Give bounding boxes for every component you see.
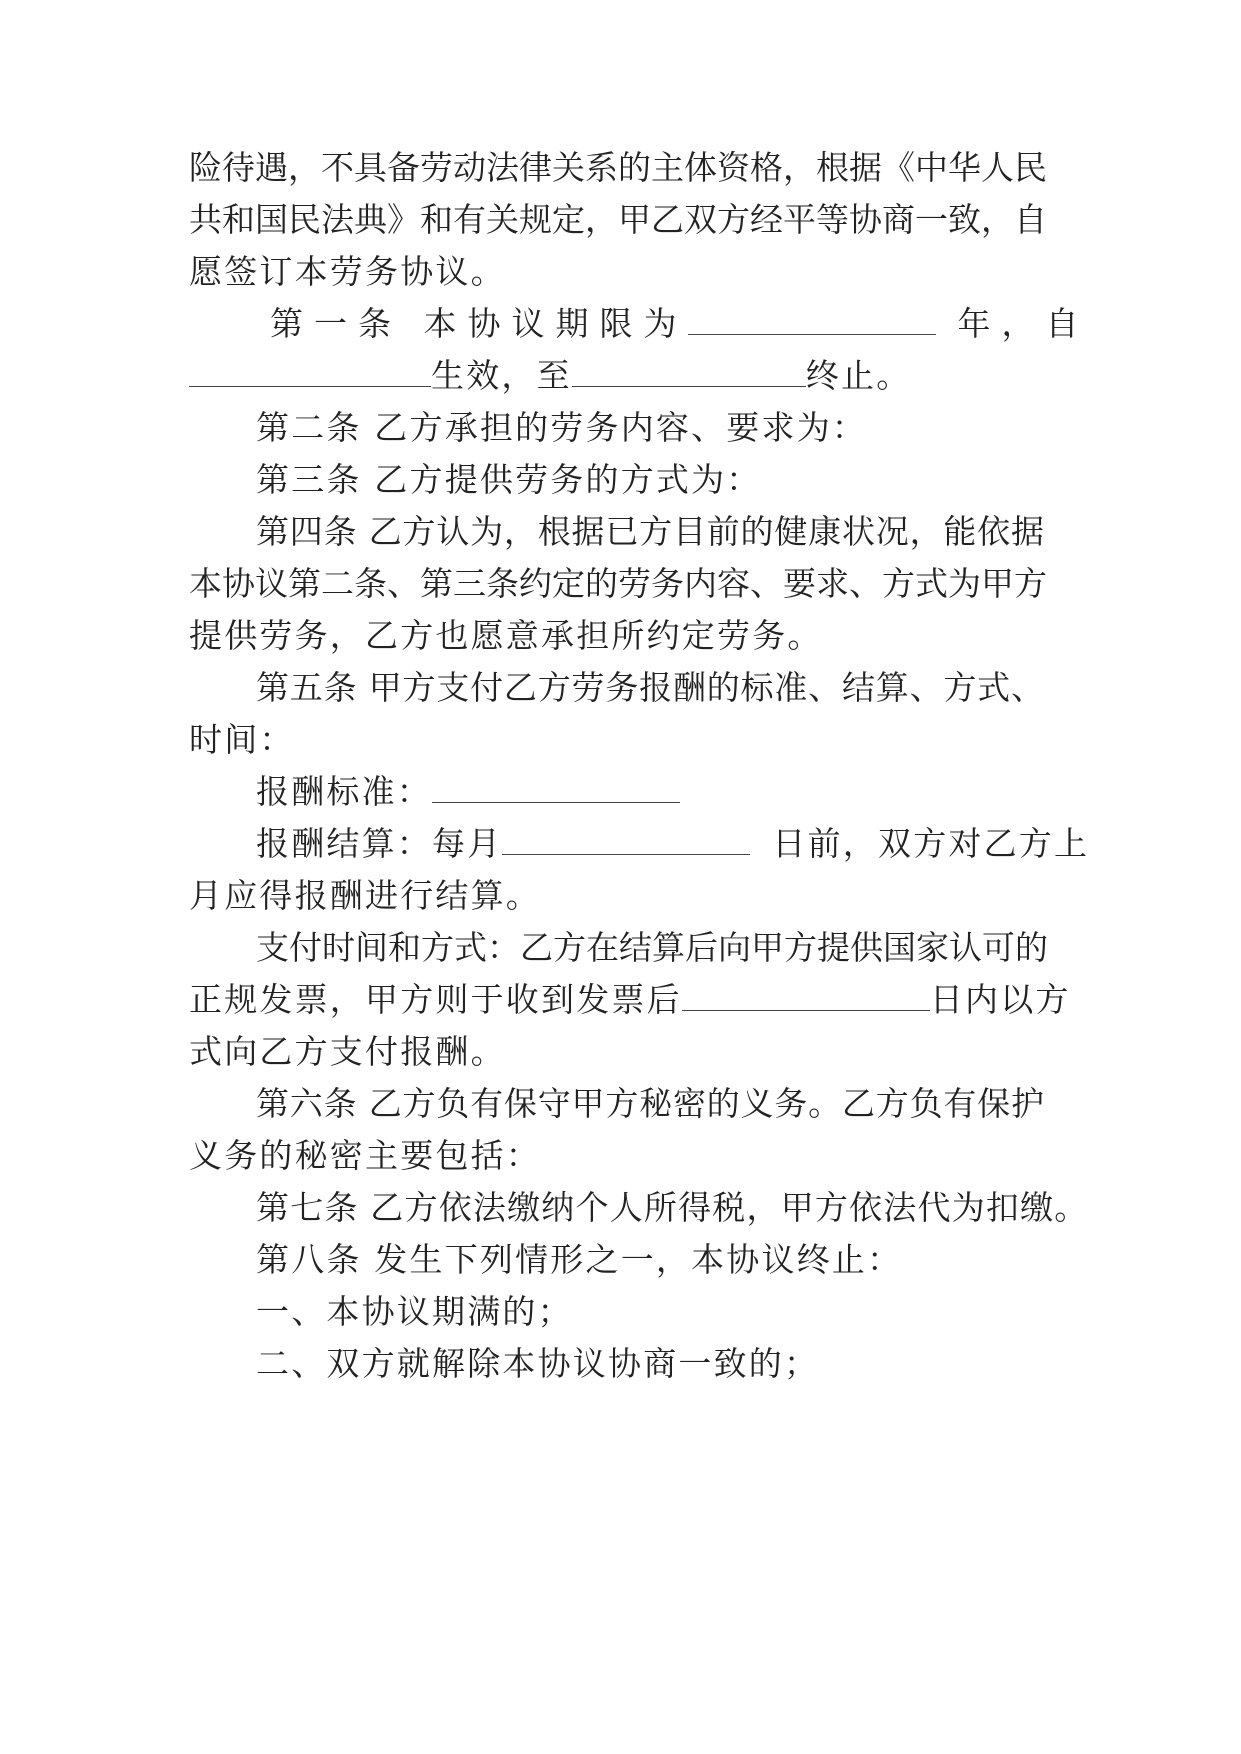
article-7: 第七条 乙方依法缴纳个人所得税，甲方依法代为扣缴。 bbox=[256, 1188, 1089, 1227]
paragraph-line: 愿签订本劳务协议。 bbox=[189, 252, 506, 291]
paragraph-line: 本协议第二条、第三条约定的劳务内容、要求、方式为甲方 bbox=[189, 564, 1047, 603]
article-1-line bbox=[270, 304, 1090, 344]
article-4: 第四条 乙方认为，根据已方目前的健康状况，能依据 bbox=[256, 512, 1044, 551]
article-6: 第六条 乙方负有保守甲方秘密的义务。乙方负有保护 bbox=[256, 1084, 1044, 1123]
invoice-line bbox=[189, 980, 1071, 1020]
invoice-text: 正规发票，甲方则于收到发票后 bbox=[189, 980, 682, 1019]
paragraph-line: 险待遇，不具备劳动法律关系的主体资格，根据《中华人民 bbox=[189, 148, 1047, 187]
article-5: 第五条 甲方支付乙方劳务报酬的标准、结算、方式、 bbox=[256, 668, 1044, 707]
article-1-label: 第一条 本协议期限为 bbox=[270, 304, 688, 343]
article-1-line-2 bbox=[189, 356, 911, 396]
termination-item-1: 一、本协议期满的； bbox=[256, 1292, 573, 1331]
pay-settlement-tail: 日前，双方对乙方上 bbox=[772, 824, 1090, 863]
end-date-blank bbox=[572, 356, 806, 387]
pay-settlement-label: 报酬结算：每月 bbox=[256, 824, 503, 863]
pay-standard-label: 报酬标准： bbox=[256, 772, 432, 811]
settlement-day-blank bbox=[502, 824, 750, 855]
payment-days-blank bbox=[682, 980, 930, 1011]
pay-standard-line bbox=[256, 772, 680, 812]
pay-standard-blank bbox=[432, 772, 680, 803]
termination-item-2: 二、双方就解除本协议协商一致的； bbox=[256, 1344, 820, 1383]
paragraph-line: 提供劳务，乙方也愿意承担所约定劳务。 bbox=[189, 616, 823, 655]
paragraph-line: 共和国民法典》和有关规定，甲乙双方经平等协商一致，自 bbox=[189, 200, 1047, 239]
paragraph-line: 义务的秘密主要包括： bbox=[189, 1136, 541, 1175]
termination-text: 终止。 bbox=[805, 356, 912, 395]
payment-method-line: 支付时间和方式：乙方在结算后向甲方提供国家认可的 bbox=[256, 928, 1048, 967]
article-1-tail: 年，自 bbox=[957, 304, 1090, 343]
term-years-blank bbox=[688, 304, 936, 335]
start-date-blank bbox=[189, 356, 431, 387]
effective-text: 生效，至 bbox=[431, 356, 572, 395]
paragraph-line: 月应得报酬进行结算。 bbox=[189, 876, 541, 915]
article-3: 第三条 乙方提供劳务的方式为： bbox=[256, 460, 762, 499]
pay-settlement-line bbox=[256, 824, 1089, 864]
paragraph-line: 式向乙方支付报酬。 bbox=[189, 1032, 506, 1071]
paragraph-line: 时间： bbox=[189, 720, 295, 759]
article-2: 第二条 乙方承担的劳务内容、要求为： bbox=[256, 408, 868, 447]
invoice-tail: 日内以方 bbox=[929, 980, 1071, 1019]
article-8: 第八条 发生下列情形之一，本协议终止： bbox=[256, 1240, 903, 1279]
